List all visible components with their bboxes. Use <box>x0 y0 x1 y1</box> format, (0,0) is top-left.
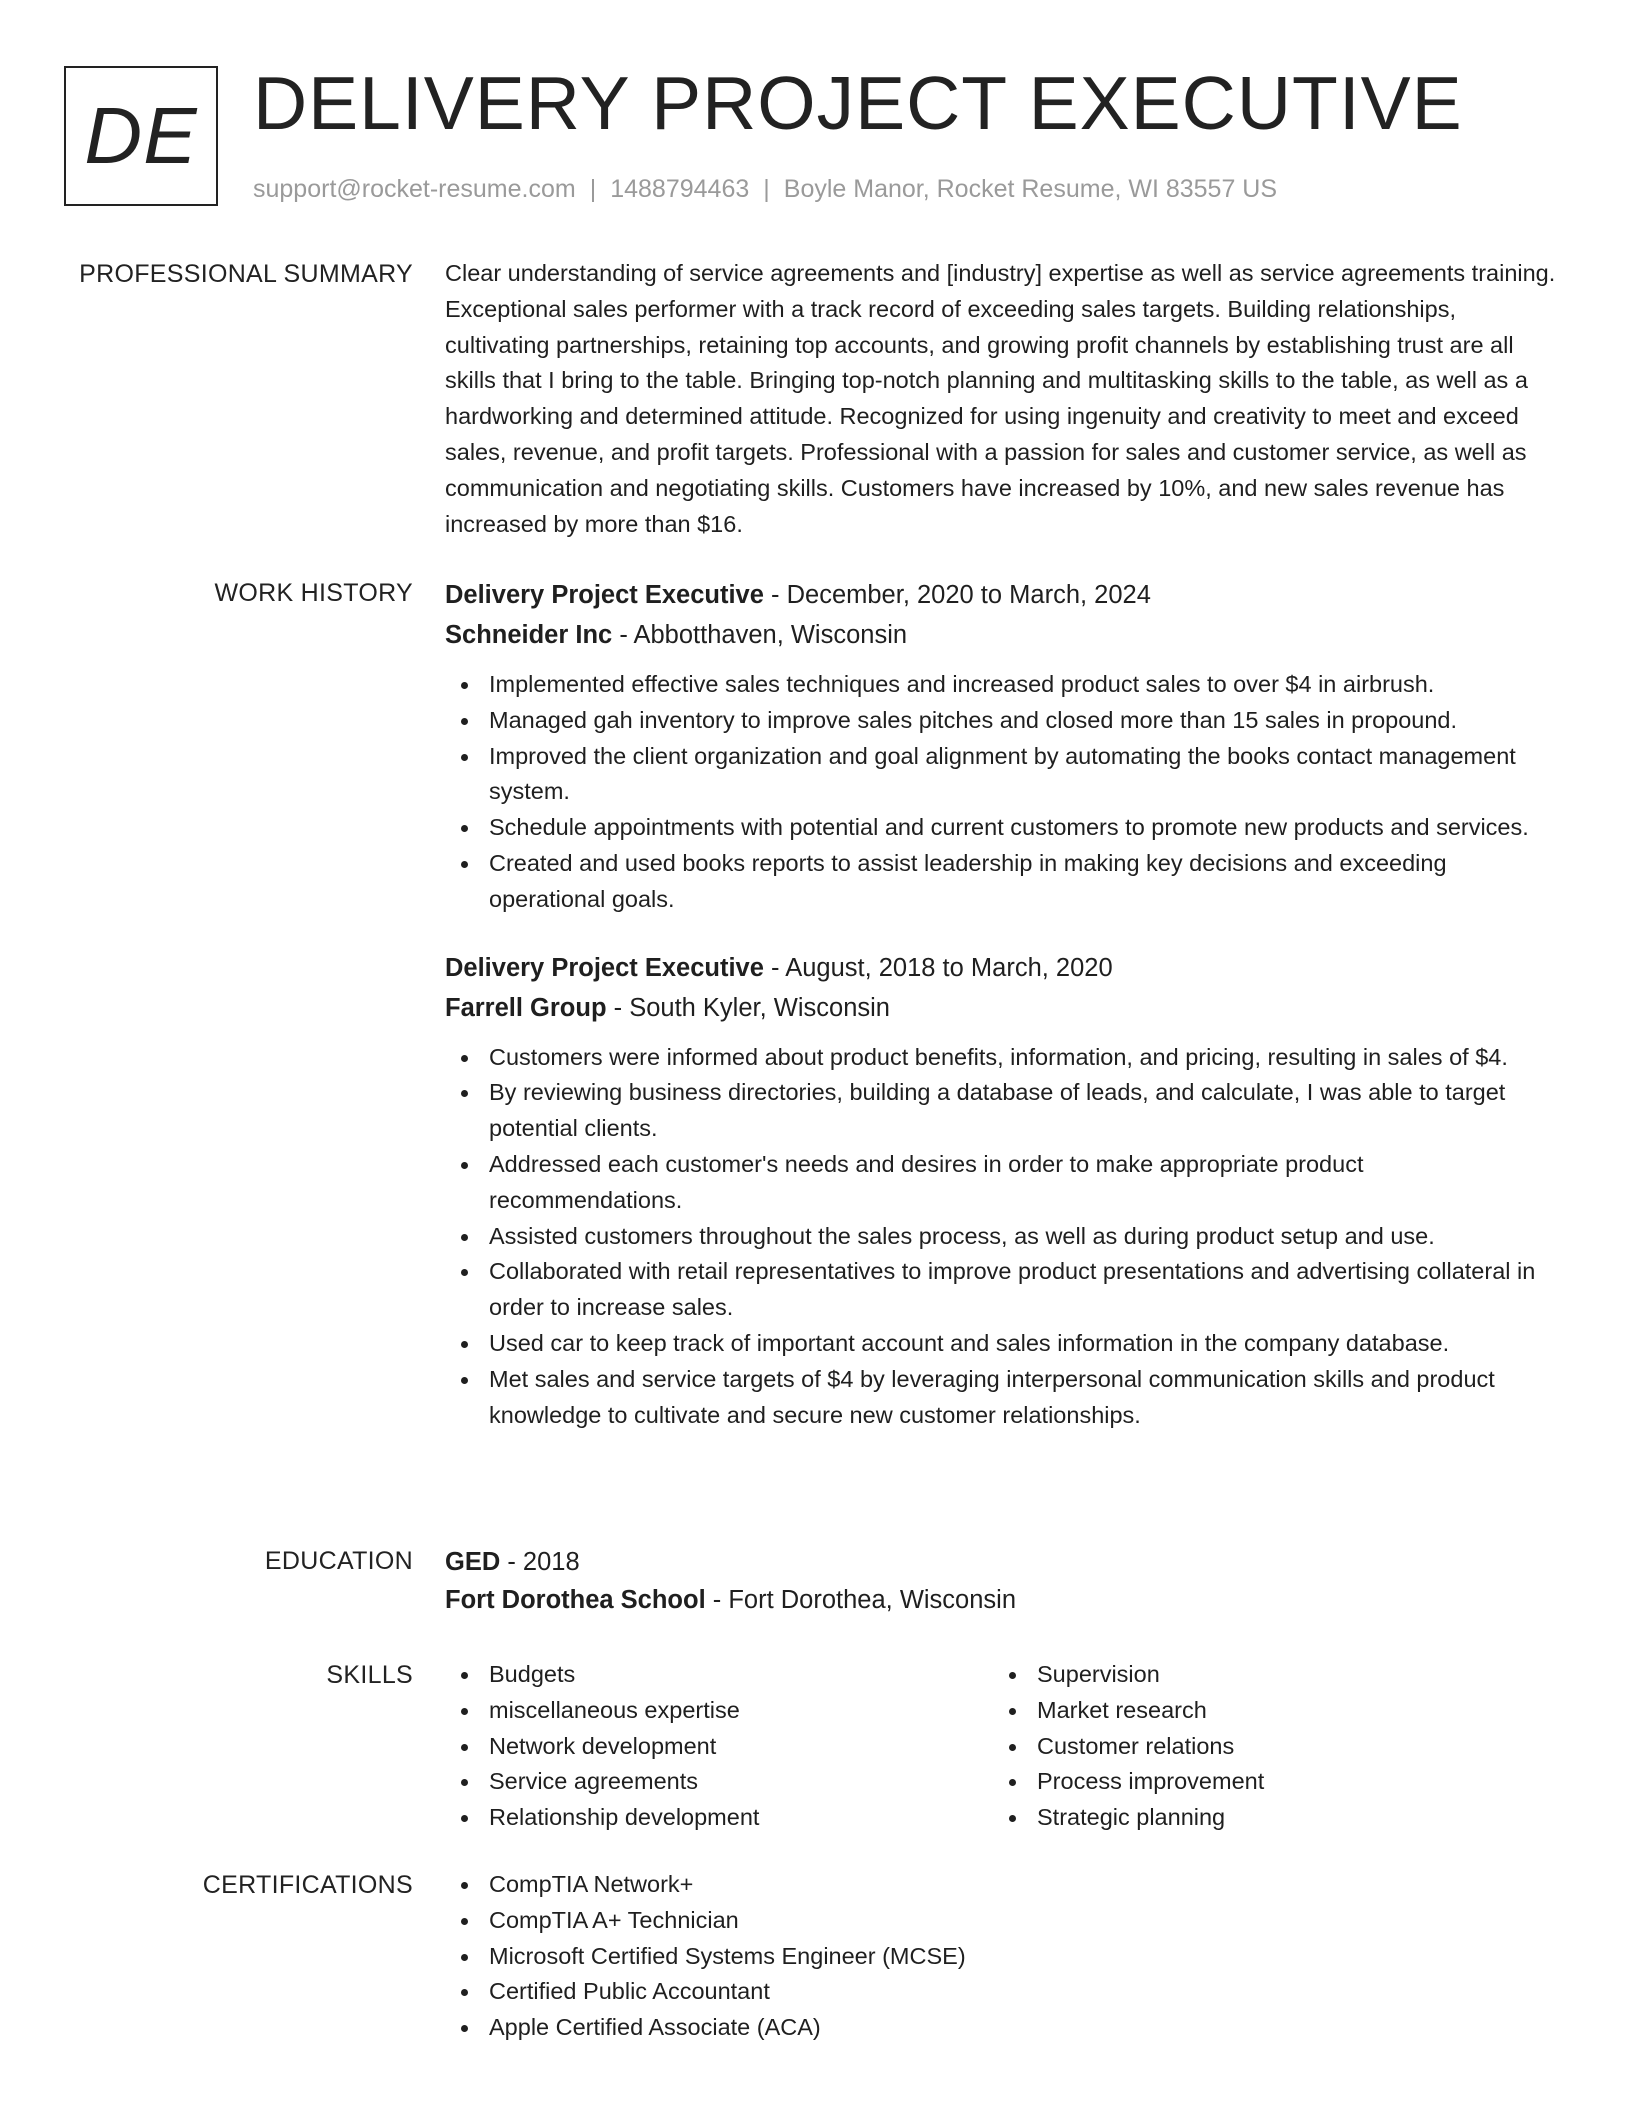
skill-item: Network development <box>445 1729 993 1765</box>
contact-email: support@rocket-resume.com <box>253 175 576 203</box>
job-dates: - December, 2020 to March, 2024 <box>763 581 1151 609</box>
skill-item: Relationship development <box>445 1800 993 1836</box>
contact-address: Boyle Manor, Rocket Resume, WI 83557 US <box>783 175 1278 203</box>
certification-item: Certified Public Accountant <box>445 1974 1560 2010</box>
job-bullets <box>445 1040 1560 1434</box>
certification-item: CompTIA A+ Technician <box>445 1903 1560 1939</box>
contact-separator: | <box>589 175 597 203</box>
certification-item: CompTIA Network+ <box>445 1867 1560 1903</box>
education-year: - 2018 <box>500 1548 580 1576</box>
job-dates: - August, 2018 to March, 2020 <box>763 953 1113 982</box>
skill-item: Process improvement <box>993 1764 1541 1800</box>
summary-text: Clear understanding of service agreements and [industry] expertise as well as service agreements training. Exceptional sales performer with a track record of exceeding sales targets. Building relationships, cultivating partnerships, retaining top accounts, and growing profit channels by establishing trust are all skills that I bring to the table. Bringing top-notch planning and multitasking skills to the table, as well as a hardworking and determined attitude. Recognized for using ingenuity and creativity to meet and exceed sales, revenue, and profit targets. Professional with a passion for sales and customer service, as well as communication and negotiating skills. Customers have increased by 10%, and new sales revenue has increased by more than $16. <box>445 260 1556 537</box>
job-title-line <box>445 575 1560 615</box>
certifications-list <box>445 1867 1560 2046</box>
skills-body <box>445 1657 1560 1836</box>
skill-item: Customer relations <box>993 1729 1541 1765</box>
job-role: Delivery Project Executive <box>445 953 764 982</box>
job-bullet: Managed gah inventory to improve sales pitches and closed more than 15 sales in propound. <box>445 703 1560 739</box>
skill-item: Supervision <box>993 1657 1541 1693</box>
education-location: - Fort Dorothea, Wisconsin <box>705 1586 1017 1614</box>
job-location: - Abbotthaven, Wisconsin <box>612 621 908 649</box>
job-bullet: Met sales and service targets of $4 by leveraging interpersonal communication skills and product knowledge to cultivate and secure new customer relationships. <box>445 1362 1560 1434</box>
job-bullet: Assisted customers throughout the sales process, as well as during product setup and use. <box>445 1219 1560 1255</box>
education-body <box>445 1543 1560 1619</box>
skills-list <box>993 1657 1541 1836</box>
job-company-line <box>445 988 1560 1028</box>
job-bullet: Implemented effective sales techniques and increased product sales to over $4 in airbrush. <box>445 667 1560 703</box>
job-entry <box>445 948 1560 1434</box>
education-degree-line <box>445 1543 1560 1581</box>
certification-item: Microsoft Certified Systems Engineer (MCSE) <box>445 1939 1560 1975</box>
job-bullet: Created and used books reports to assist leadership in making key decisions and exceeding operational goals. <box>445 846 1560 918</box>
job-entry <box>445 575 1560 918</box>
job-bullet: By reviewing business directories, building a database of leads, and calculate, I was able to target potential clients. <box>445 1075 1560 1147</box>
work-history-body <box>445 575 1560 1433</box>
job-bullet: Collaborated with retail representatives to improve product presentations and advertising collateral in order to increase sales. <box>445 1254 1560 1326</box>
education-school: Fort Dorothea School <box>445 1586 706 1614</box>
section-heading: SKILLS <box>326 1661 413 1689</box>
job-bullet: Used car to keep track of important account and sales information in the company database. <box>445 1326 1560 1362</box>
job-bullet: Schedule appointments with potential and current customers to promote new products and services. <box>445 810 1560 846</box>
skill-item: Service agreements <box>445 1764 993 1800</box>
summary-body <box>445 256 1560 542</box>
skills-list <box>445 1657 993 1836</box>
monogram-logo: DE <box>64 66 218 206</box>
section-heading: CERTIFICATIONS <box>202 1871 413 1899</box>
resume-title: DELIVERY PROJECT EXECUTIVE <box>253 61 1463 145</box>
skill-item: Strategic planning <box>993 1800 1541 1836</box>
certification-item: Apple Certified Associate (ACA) <box>445 2010 1560 2046</box>
job-bullet: Improved the client organization and goal alignment by automating the books contact management system. <box>445 739 1560 811</box>
skill-item: Budgets <box>445 1657 993 1693</box>
education-school-line <box>445 1581 1560 1619</box>
certifications-body <box>445 1867 1560 2046</box>
job-bullet: Addressed each customer's needs and desires in order to make appropriate product recommendations. <box>445 1147 1560 1219</box>
job-company: Farrell Group <box>445 993 607 1022</box>
contact-line <box>253 174 1277 204</box>
contact-separator: | <box>763 175 770 203</box>
skill-item: miscellaneous expertise <box>445 1693 993 1729</box>
job-company: Schneider Inc <box>445 621 613 649</box>
section-heading: PROFESSIONAL SUMMARY <box>79 260 413 288</box>
skills-column-right <box>993 1657 1541 1836</box>
education-degree: GED <box>445 1548 501 1576</box>
job-bullet: Customers were informed about product benefits, information, and pricing, resulting in sales of $4. <box>445 1040 1560 1076</box>
section-heading: WORK HISTORY <box>214 579 413 607</box>
job-title-line <box>445 948 1560 988</box>
skills-columns <box>445 1657 1560 1836</box>
skills-column-left <box>445 1657 993 1836</box>
job-role: Delivery Project Executive <box>445 581 764 609</box>
job-company-line <box>445 615 1560 655</box>
contact-phone: 1488794463 <box>610 175 750 203</box>
job-location: - South Kyler, Wisconsin <box>606 993 890 1022</box>
skill-item: Market research <box>993 1693 1541 1729</box>
section-heading: EDUCATION <box>264 1547 413 1575</box>
job-bullets <box>445 667 1560 918</box>
